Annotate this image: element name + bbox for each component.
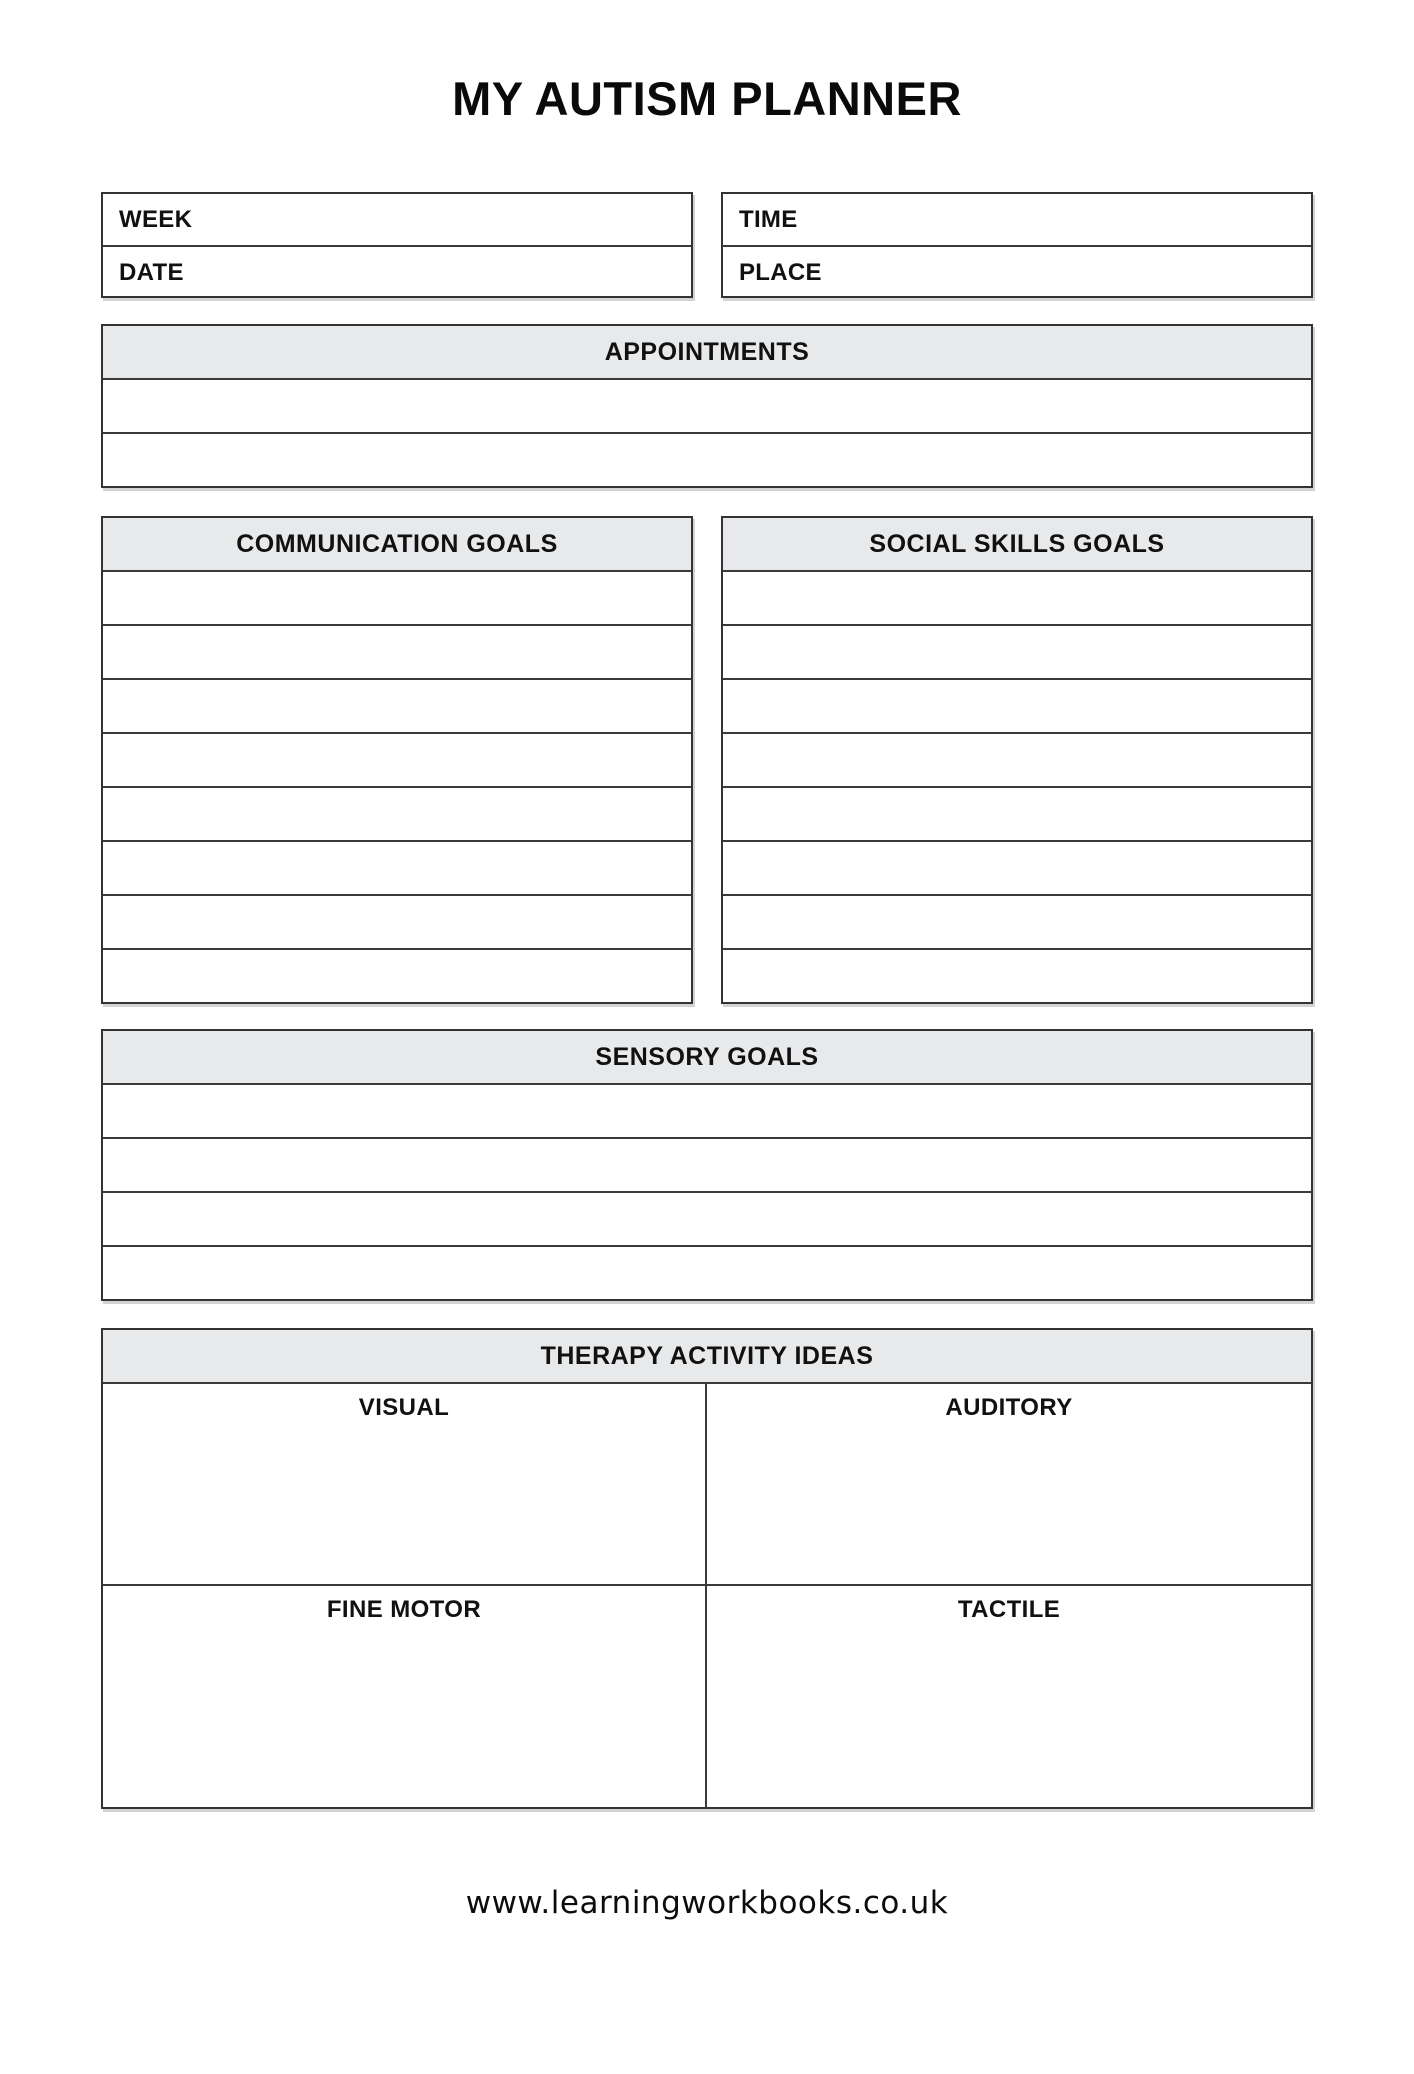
fine-motor-label: FINE MOTOR: [326, 1596, 482, 1623]
appointments-section: [101, 324, 1313, 488]
social-skills-goals-rows: [723, 570, 1311, 1002]
info-row: [101, 192, 1313, 298]
therapy-quadrant-grid: [103, 1382, 1311, 1807]
blank-row: [103, 1137, 1311, 1191]
blank-row: [103, 948, 691, 1002]
blank-row: [723, 786, 1311, 840]
blank-row: [723, 948, 1311, 1002]
blank-row: [103, 894, 691, 948]
blank-row: [103, 624, 691, 678]
appointments-rows: [103, 378, 1311, 486]
sensory-goals-section: [101, 1029, 1313, 1301]
blank-row: [723, 732, 1311, 786]
blank-row: [103, 1191, 1311, 1245]
communication-goals-rows: [103, 570, 691, 1002]
therapy-quadrant-fine-motor: [103, 1584, 707, 1807]
blank-row: [103, 378, 1311, 432]
page-title: MY AUTISM PLANNER: [452, 72, 962, 125]
page-content: [0, 192, 1414, 1809]
time-label: TIME: [739, 206, 798, 233]
blank-row: [103, 1245, 1311, 1299]
blank-row: [103, 570, 691, 624]
visual-label: VISUAL: [358, 1394, 450, 1421]
planner-page: [0, 74, 1414, 2074]
communication-goals-header: COMMUNICATION GOALS: [103, 518, 691, 570]
social-skills-goals-section: [721, 516, 1313, 1004]
blank-row: [723, 840, 1311, 894]
tactile-label: TACTILE: [957, 1596, 1061, 1623]
goals-row: [101, 516, 1313, 1004]
therapy-activity-ideas-header: THERAPY ACTIVITY IDEAS: [103, 1330, 1311, 1382]
website-footer: www.learningworkbooks.co.uk: [465, 1885, 949, 1921]
week-date-box: [101, 192, 693, 298]
blank-row: [103, 840, 691, 894]
blank-row: [723, 894, 1311, 948]
week-label: WEEK: [119, 206, 193, 233]
therapy-activity-ideas-section: [101, 1328, 1313, 1809]
week-field: [103, 194, 691, 245]
place-label: PLACE: [739, 259, 822, 286]
blank-row: [723, 678, 1311, 732]
blank-row: [103, 786, 691, 840]
blank-row: [103, 678, 691, 732]
therapy-quadrant-visual: [103, 1382, 707, 1584]
place-field: [723, 245, 1311, 296]
blank-row: [723, 570, 1311, 624]
therapy-quadrant-tactile: [707, 1584, 1311, 1807]
sensory-goals-rows: [103, 1083, 1311, 1299]
time-field: [723, 194, 1311, 245]
appointments-header: APPOINTMENTS: [103, 326, 1311, 378]
date-label: DATE: [119, 259, 184, 286]
time-place-box: [721, 192, 1313, 298]
date-field: [103, 245, 691, 296]
blank-row: [103, 432, 1311, 486]
blank-row: [103, 1083, 1311, 1137]
social-skills-goals-header: SOCIAL SKILLS GOALS: [723, 518, 1311, 570]
blank-row: [103, 732, 691, 786]
therapy-quadrant-auditory: [707, 1382, 1311, 1584]
blank-row: [723, 624, 1311, 678]
communication-goals-section: [101, 516, 693, 1004]
auditory-label: AUDITORY: [945, 1394, 1073, 1421]
sensory-goals-header: SENSORY GOALS: [103, 1031, 1311, 1083]
